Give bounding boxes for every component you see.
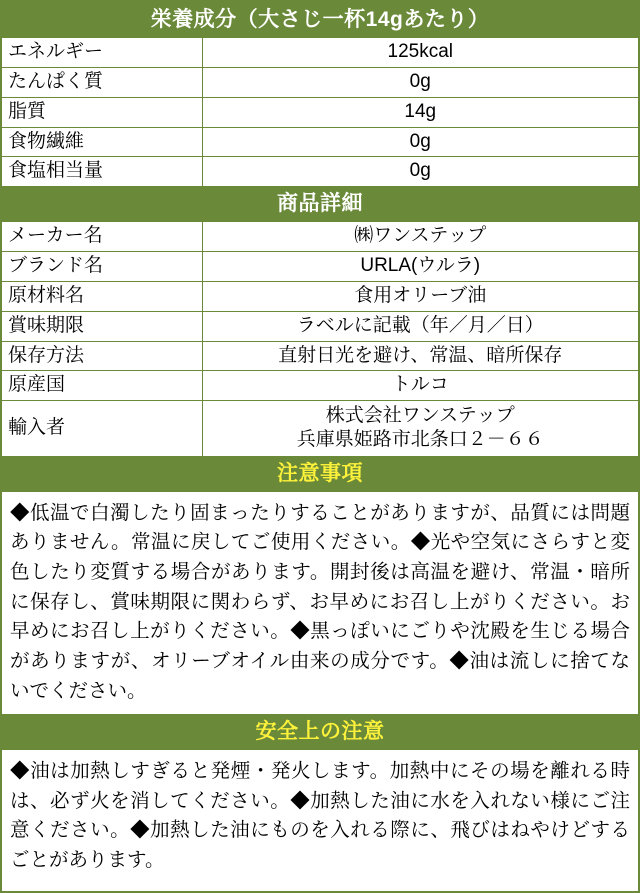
table-row	[2, 311, 638, 341]
detail-value: URLA(ウルラ)	[202, 252, 638, 282]
importer-label: 輸入者	[2, 401, 202, 456]
nutrition-label: たんぱく質	[2, 67, 202, 97]
product-detail-table	[2, 222, 638, 456]
nutrition-value: 0g	[202, 67, 638, 97]
detail-label: メーカー名	[2, 222, 202, 251]
detail-value: 直射日光を避け、常温、暗所保存	[202, 341, 638, 371]
nutrition-label: 食塩相当量	[2, 157, 202, 186]
table-row	[2, 67, 638, 97]
table-row	[2, 38, 638, 67]
nutrition-table	[2, 38, 638, 186]
detail-value: ㈱ワンステップ	[202, 222, 638, 251]
detail-value: ラベルに記載（年／月／日）	[202, 311, 638, 341]
detail-value: 食用オリーブ油	[202, 281, 638, 311]
nutrition-value: 14g	[202, 97, 638, 127]
detail-label: 賞味期限	[2, 311, 202, 341]
detail-label: 原材料名	[2, 281, 202, 311]
importer-address: 兵庫県姫路市北条口２－６６	[296, 429, 544, 451]
product-detail-section-header: 商品詳細	[2, 186, 638, 222]
nutrition-label: 食物繊維	[2, 127, 202, 157]
bottom-spacer	[2, 884, 638, 891]
detail-label: 原産国	[2, 371, 202, 401]
table-row	[2, 281, 638, 311]
table-row	[2, 341, 638, 371]
table-row	[2, 222, 638, 251]
safety-body: ◆油は加熱しすぎると発煙・発火します。加熱中にその場を離れる時は、必ず火を消してください。◆加熱した油に水を入れない様にご注意ください。◆加熱した油にものを入れる際に、飛びはねやけどするごとがあります。	[10, 760, 630, 872]
safety-section-header: 安全上の注意	[2, 714, 638, 750]
table-row	[2, 157, 638, 186]
nutrition-value: 125kcal	[202, 38, 638, 67]
importer-value	[202, 401, 638, 456]
detail-value: トルコ	[202, 371, 638, 401]
nutrition-label: エネルギー	[2, 38, 202, 67]
caution-body: ◆低温で白濁したり固まったりすることがありますが、品質には問題ありません。常温に戻してご使用ください。◆光や空気にさらすと変色したり変質する場合があります。開封後は高温を避け、常温・暗所に保存し、賞味期限に関わらず、お早めにお召し上がりください。お早めにお召し上がりください。◆黒っぽいにごりや沈殿を生じる場合がありますが、オリーブオイル由来の成分です。◆油は流しに捨てないでください。	[10, 501, 630, 702]
nutrition-value: 0g	[202, 157, 638, 186]
table-row	[2, 252, 638, 282]
table-row	[2, 371, 638, 401]
caution-section-header: 注意事項	[2, 456, 638, 492]
detail-label: 保存方法	[2, 341, 202, 371]
importer-company: 株式会社ワンステップ	[325, 405, 515, 427]
nutrition-value: 0g	[202, 127, 638, 157]
detail-label: ブランド名	[2, 252, 202, 282]
table-row	[2, 97, 638, 127]
product-detail-table-wrap	[2, 222, 638, 456]
nutrition-label: 脂質	[2, 97, 202, 127]
table-row-importer	[2, 401, 638, 456]
nutrition-table-wrap	[2, 38, 638, 186]
nutrition-section-header: 栄養成分（大さじ一杯14gあたり）	[2, 2, 638, 38]
table-row	[2, 127, 638, 157]
